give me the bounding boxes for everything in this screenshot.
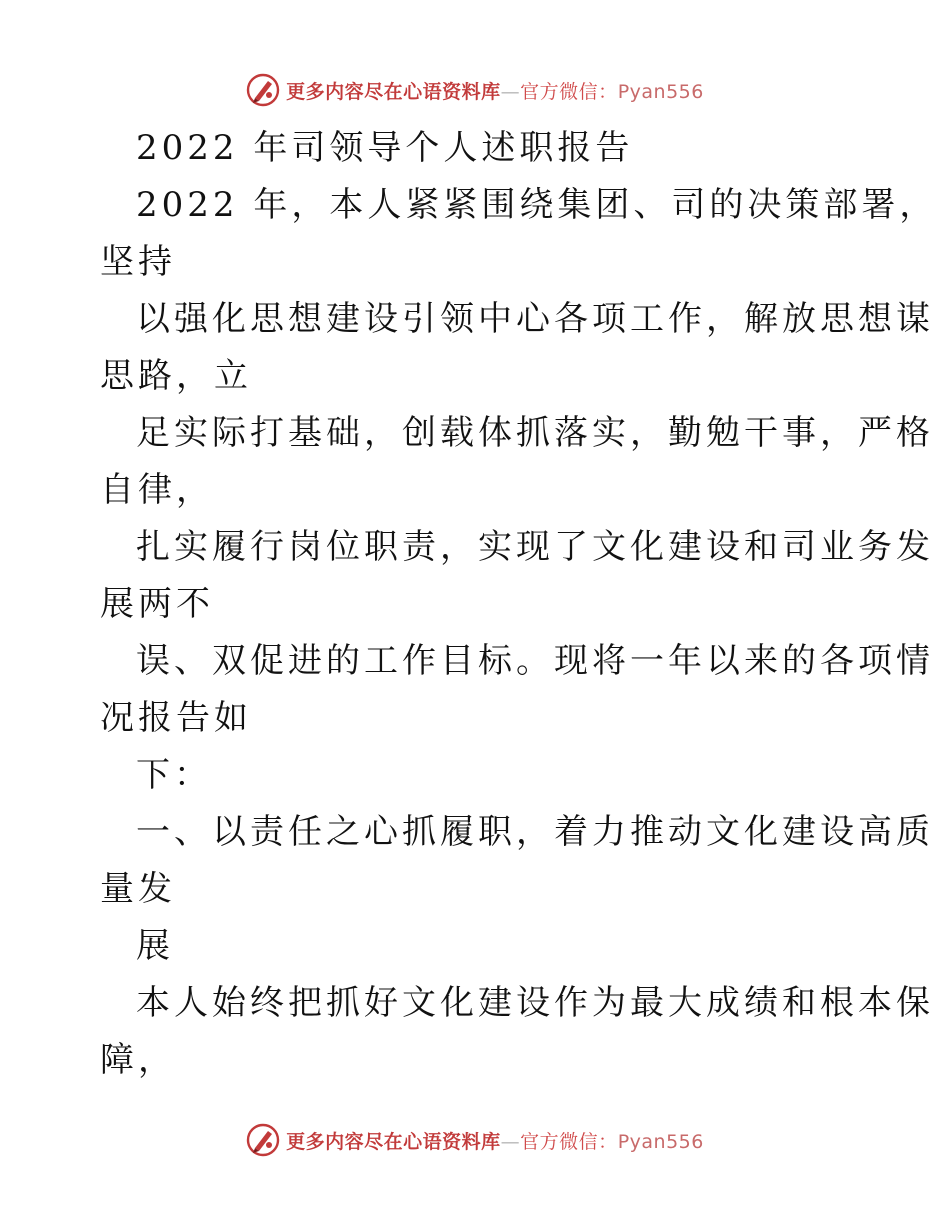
paragraph-line: 坚持 [100, 242, 176, 282]
document-body [100, 120, 938, 1089]
banner-separator: — [500, 1130, 521, 1153]
banner-text [286, 1127, 704, 1154]
paragraph-line: 思路，立 [100, 356, 252, 396]
paragraph-line: 况报告如 [100, 698, 252, 738]
pen-logo-icon [246, 73, 280, 107]
banner-account: Pyan556 [617, 80, 704, 103]
pen-logo-icon [246, 1123, 280, 1157]
banner-separator: — [500, 80, 521, 103]
banner-brand: 更多内容尽在心语资料库 [286, 80, 501, 103]
section-heading-line: 展 [136, 926, 174, 966]
banner-official-label: 官方微信： [520, 1130, 618, 1153]
paragraph-line: 以强化思想建设引领中心各项工作，解放思想谋 [136, 299, 934, 339]
banner-account: Pyan556 [617, 1130, 704, 1153]
paragraph-line: 自律， [100, 470, 214, 510]
paragraph-line: 误、双促进的工作目标。现将一年以来的各项情 [136, 641, 934, 681]
section-heading-line: 一、以责任之心抓履职，着力推动文化建设高质 [136, 812, 934, 852]
section-heading-line: 量发 [100, 869, 176, 909]
paragraph-line: 扎实履行岗位职责，实现了文化建设和司业务发 [136, 527, 934, 567]
footer-banner [0, 1120, 950, 1160]
paragraph-line: 下： [136, 755, 212, 795]
banner-text [286, 77, 704, 104]
document-title: 2022 年司领导个人述职报告 [136, 128, 634, 168]
paragraph-line: 2022 年，本人紧紧围绕集团、司的决策部署， [136, 185, 938, 225]
banner-brand: 更多内容尽在心语资料库 [286, 1130, 501, 1153]
paragraph-line: 展两不 [100, 584, 214, 624]
paragraph-line: 足实际打基础，创载体抓落实，勤勉干事，严格 [136, 413, 934, 453]
paragraph-line: 本人始终把抓好文化建设作为最大成绩和根本保 [136, 983, 934, 1023]
paragraph-line: 障， [100, 1040, 176, 1080]
header-banner [0, 70, 950, 110]
banner-official-label: 官方微信： [520, 80, 618, 103]
